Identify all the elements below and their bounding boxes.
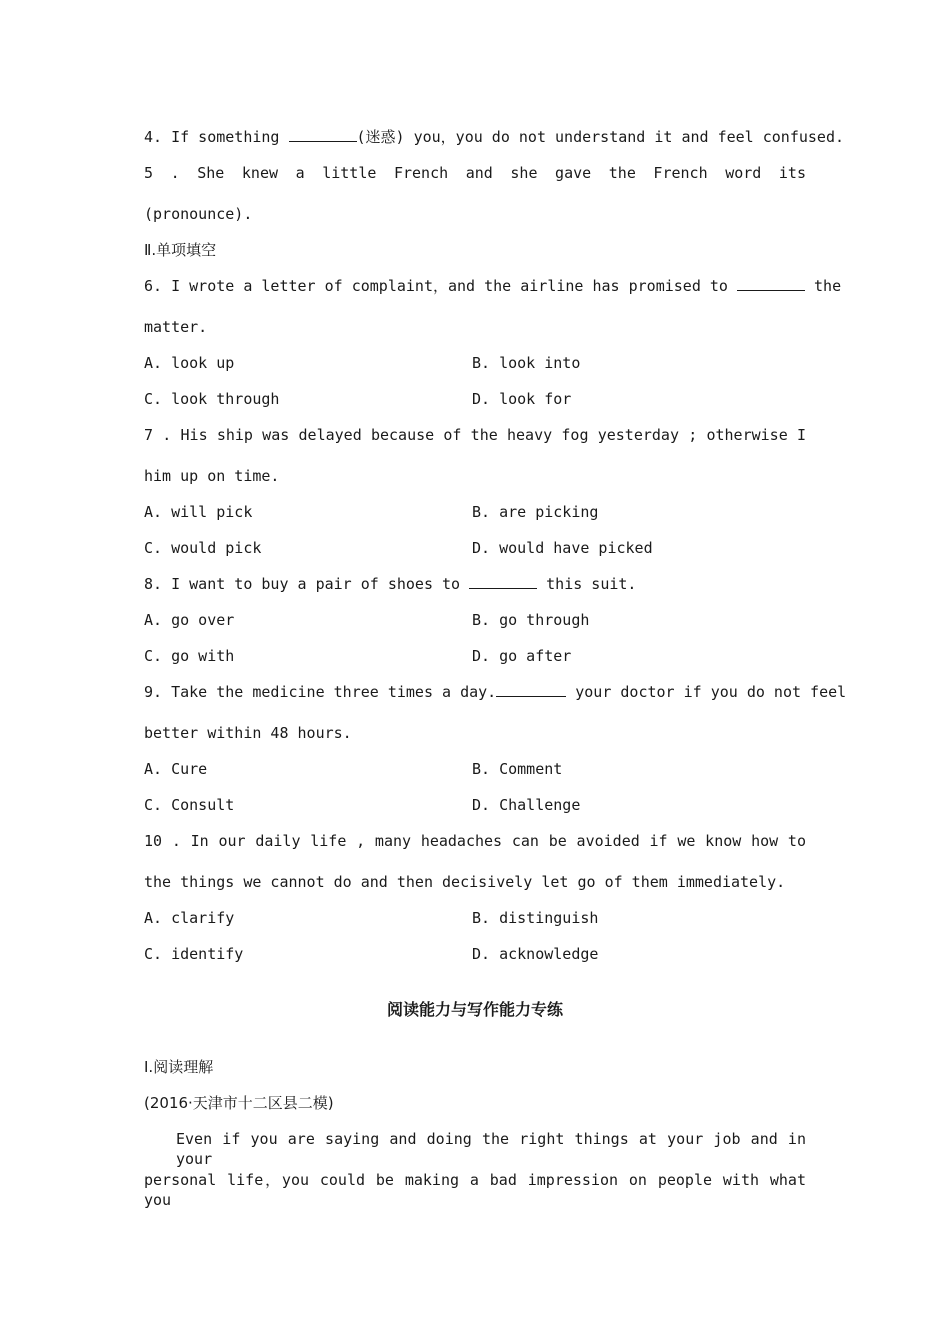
question-10-line1: 10 . In our daily life , many headaches can be avoided if we know how to: [144, 832, 806, 850]
q4-text-post: (迷惑) you，you do not understand it and feel confused.: [356, 128, 845, 146]
q8-option-c[interactable]: C. go with: [144, 647, 235, 665]
q6-option-c[interactable]: C. look through: [144, 390, 280, 408]
q6-text-pre: 6. I wrote a letter of complaint，and the airline has promised to: [144, 277, 737, 295]
q6-option-b[interactable]: B. look into: [472, 354, 581, 372]
question-7-line2: him up on time.: [144, 467, 280, 485]
q10-option-a[interactable]: A. clarify: [144, 909, 235, 927]
question-10-line2: the things we cannot do and then decisively let go of them immediately.: [144, 873, 786, 891]
q9-blank[interactable]: [496, 682, 566, 697]
q6-blank[interactable]: [737, 276, 805, 291]
q10-option-c[interactable]: C. identify: [144, 945, 244, 963]
q9-option-b[interactable]: B. Comment: [472, 760, 563, 778]
question-9-line1: [144, 682, 847, 702]
q8-blank[interactable]: [469, 574, 537, 589]
section-heading: 阅读能力与写作能力专练: [386, 1000, 563, 1019]
q6-option-d[interactable]: D. look for: [472, 390, 572, 408]
q8-text-post: this suit.: [537, 575, 637, 593]
q7-option-a[interactable]: A. will pick: [144, 503, 253, 521]
question-7-line1: 7 . His ship was delayed because of the heavy fog yesterday ; otherwise I: [144, 426, 806, 444]
q10-option-b[interactable]: B. distinguish: [472, 909, 599, 927]
question-6-line2: matter.: [144, 318, 208, 336]
section-1-title: Ⅰ.阅读理解: [144, 1058, 214, 1076]
q8-option-a[interactable]: A. go over: [144, 611, 235, 629]
passage-source: (2016·天津市十二区县二模): [144, 1094, 334, 1112]
q9-option-a[interactable]: A. Cure: [144, 760, 208, 778]
q8-option-d[interactable]: D. go after: [472, 647, 572, 665]
q4-blank[interactable]: [289, 127, 357, 142]
section-2-title: Ⅱ.单项填空: [144, 241, 217, 259]
passage-line1: Even if you are saying and doing the right things at your job and in your: [176, 1130, 806, 1168]
q8-text-pre: 8. I want to buy a pair of shoes to: [144, 575, 470, 593]
q7-option-b[interactable]: B. are picking: [472, 503, 599, 521]
passage-line2: personal life，you could be making a bad impression on people with what you: [144, 1171, 806, 1209]
question-5-line2: (pronounce).: [144, 205, 253, 223]
q4-text-pre: 4. If something: [144, 128, 289, 146]
q6-text-post: the: [804, 277, 842, 295]
q8-option-b[interactable]: B. go through: [472, 611, 590, 629]
question-8: [144, 574, 806, 594]
q9-text-pre: 9. Take the medicine three times a day.: [144, 683, 497, 701]
question-5-line1: 5 . She knew a little French and she gave the French word its: [144, 164, 806, 182]
q9-option-c[interactable]: C. Consult: [144, 796, 235, 814]
q9-text-post: your doctor if you do not feel: [566, 683, 847, 701]
question-6-line1: [144, 276, 842, 296]
q9-option-d[interactable]: D. Challenge: [472, 796, 581, 814]
q7-option-c[interactable]: C. would pick: [144, 539, 262, 557]
question-4: [144, 127, 845, 147]
q7-option-d[interactable]: D. would have picked: [472, 539, 653, 557]
q6-option-a[interactable]: A. look up: [144, 354, 235, 372]
q10-option-d[interactable]: D. acknowledge: [472, 945, 599, 963]
question-9-line2: better within 48 hours.: [144, 724, 352, 742]
